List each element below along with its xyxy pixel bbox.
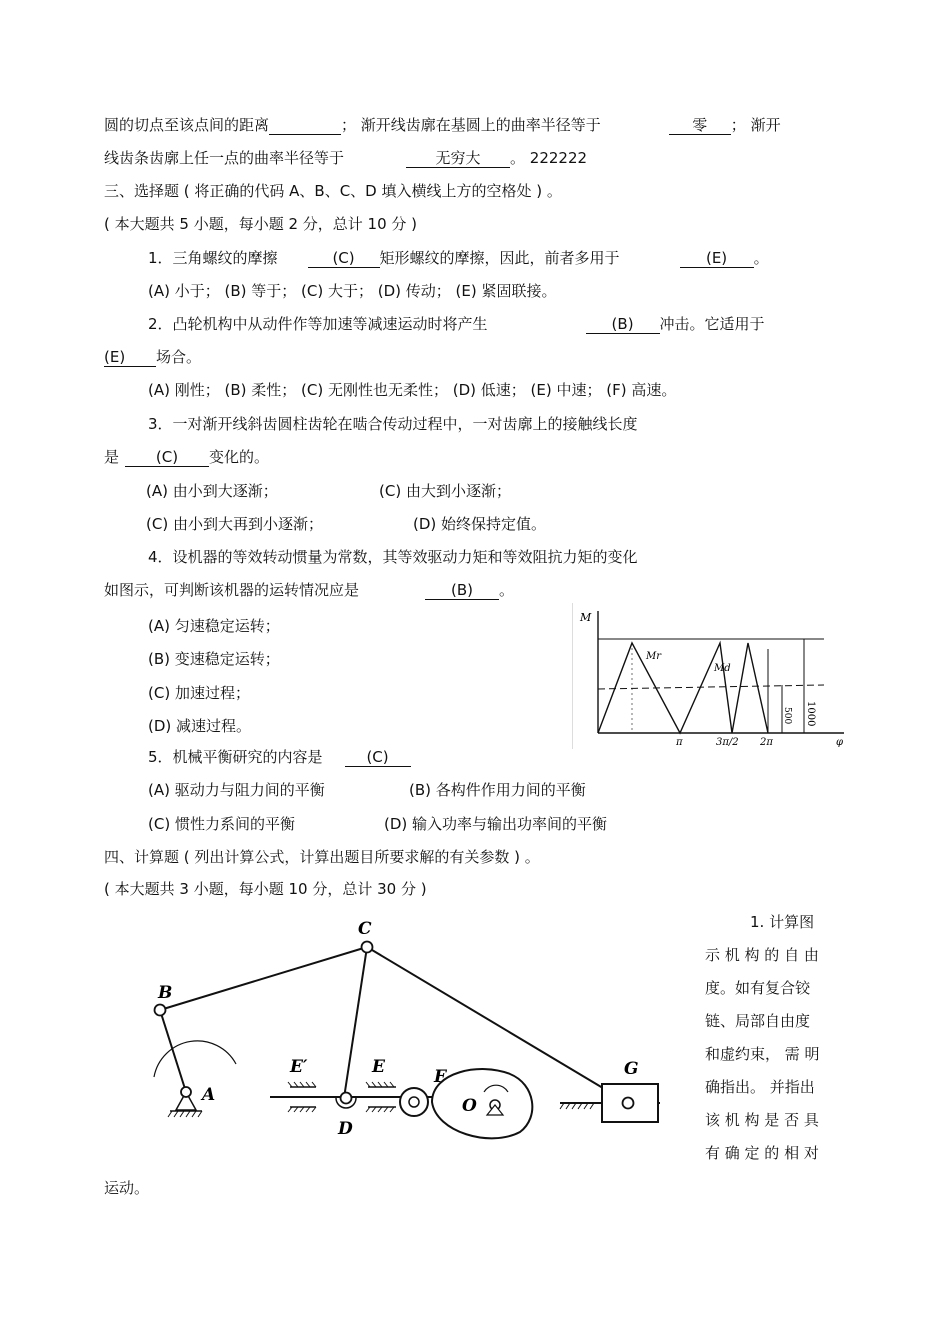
label-f: F — [434, 1067, 447, 1087]
joint-c — [362, 942, 373, 953]
q5-option-c: (C) 惯性力系间的平衡 — [148, 815, 295, 833]
mr-label: Mr — [646, 651, 662, 662]
q4-text-b: 如图示，可判断该机器的运转情况应是 — [104, 581, 360, 599]
joint-a — [181, 1087, 191, 1097]
q4-option-a: (A) 匀速稳定运转； — [148, 617, 280, 635]
q1-text-a: 1．三角螺纹的摩擦 — [148, 249, 278, 267]
q1-answer-2: (E) — [680, 249, 754, 268]
calc-q1-line-4: 链、局部自由度 — [705, 1012, 811, 1030]
q5-option-a: (A) 驱动力与阻力间的平衡 — [148, 781, 325, 799]
section4-title: 四、计算题 ( 列出计算公式，计算出题目所要求解的有关参数 ) 。 — [104, 848, 540, 866]
q4-answer: (B) — [425, 581, 499, 600]
q3-option-d: (D) 始终保持定值。 — [413, 515, 547, 533]
crank-arc — [154, 1041, 236, 1077]
value-1000-label: 1000 — [805, 701, 816, 727]
q4-option-c: (C) 加速过程； — [148, 684, 250, 702]
answer-zero: 零 — [669, 116, 731, 135]
link-bc — [160, 947, 367, 1010]
calc-q1-end: 运动。 — [104, 1179, 150, 1197]
label-b: B — [158, 983, 173, 1003]
q2-text-c: 场合。 — [156, 348, 202, 366]
q3-answer: (C) — [125, 448, 209, 467]
q4-stem-2 — [104, 580, 514, 600]
m-label: M — [580, 611, 592, 624]
prev-line-1 — [104, 115, 781, 135]
q4-text-c: 。 — [499, 581, 515, 599]
q2-options: (A) 刚性； (B) 柔性； (C) 无刚性也无柔性； (D) 低速； (E) 中速； (F) 高速。 — [148, 381, 677, 399]
q4-option-d: (D) 减速过程。 — [148, 717, 252, 735]
q2-answer-1: (B) — [586, 315, 660, 334]
label-g: G — [624, 1059, 639, 1079]
calc-q1-line-7: 该 机 构 是 否 具 — [705, 1111, 819, 1129]
q1-text-c: 。 — [753, 249, 769, 267]
q2-text-b: 冲击。它适用于 — [659, 315, 765, 333]
q2-stem-2 — [104, 347, 201, 367]
section3-note: ( 本大题共 5 小题，每小题 2 分，总计 10 分 ) — [104, 215, 418, 233]
label-c: C — [358, 919, 372, 939]
three-pi-half-label: 3π/2 — [716, 737, 739, 748]
calc-q1-line-2: 示 机 构 的 自 由 — [705, 946, 819, 964]
q1-text-b: 矩形螺纹的摩擦，因此，前者多用于 — [379, 249, 620, 267]
blank-line — [269, 116, 341, 135]
prev-text-2a: 线齿条齿廓上任一点的曲率半径等于 — [104, 149, 345, 167]
q5-text-a: 5．机械平衡研究的内容是 — [148, 748, 323, 766]
q2-answer-2: (E) — [104, 348, 156, 367]
label-e-prime: E′ — [290, 1057, 308, 1077]
q1-options: (A) 小于； (B) 等于； (C) 大于； (D) 传动； (E) 紧固联接。 — [148, 282, 557, 300]
mechanism-diagram — [140, 912, 690, 1147]
cam-o — [432, 1069, 532, 1138]
q5-option-b: (B) 各构件作用力间的平衡 — [409, 781, 586, 799]
prev-text-1b: ； 渐开线齿廓在基圆上的曲率半径等于 — [341, 116, 601, 134]
section3-title: 三、选择题 ( 将正确的代码 A、B、C、D 填入横线上方的空格处 ) 。 — [104, 182, 562, 200]
calc-q1-line-3: 度。如有复合铰 — [705, 979, 811, 997]
calc-q1-line-1: 1. 计算图 — [750, 913, 815, 931]
q4-option-b: (B) 变速稳定运转； — [148, 650, 280, 668]
label-d: D — [338, 1119, 353, 1139]
label-o: O — [462, 1096, 477, 1116]
link-cd — [344, 947, 367, 1098]
moment-diagram — [572, 603, 854, 751]
joint-g — [623, 1098, 634, 1109]
hatch-a — [168, 1111, 202, 1117]
q3-option-a: (A) 由小到大逐渐； — [146, 482, 278, 500]
two-pi-label: 2π — [760, 737, 773, 748]
q3-stem-2 — [104, 447, 269, 467]
prev-line-2 — [104, 148, 587, 168]
joint-d — [341, 1093, 352, 1104]
prev-text-1a: 圆的切点至该点间的距离 — [104, 116, 270, 134]
answer-infinity: 无穷大 — [406, 149, 510, 168]
md-label: Md — [714, 663, 731, 674]
q3-option-c: (C) 由小到大再到小逐渐； — [146, 515, 323, 533]
joint-b — [155, 1005, 166, 1016]
q5-stem — [148, 747, 411, 767]
q3-text-c: 变化的。 — [209, 448, 270, 466]
q1-stem — [148, 248, 769, 268]
pi-tick-label: π — [676, 737, 683, 748]
q3-option-c-first: (C) 由大到小逐渐； — [379, 482, 511, 500]
calc-q1-line-8: 有 确 定 的 相 对 — [705, 1144, 819, 1162]
calc-q1-line-5: 和虚约束， 需 明 — [705, 1045, 820, 1063]
q1-answer-1: (C) — [308, 249, 380, 268]
prev-text-2c: 。 222222 — [510, 149, 588, 167]
label-e: E — [372, 1057, 385, 1077]
q2-stem — [148, 314, 765, 334]
section4-note: ( 本大题共 3 小题，每小题 10 分，总计 30 分 ) — [104, 880, 427, 898]
q4-stem: 4．设机器的等效转动惯量为常数，其等效驱动力矩和等效阻抗力矩的变化 — [148, 548, 638, 566]
value-500-label: 500 — [782, 707, 792, 725]
phi-label: φ — [836, 737, 844, 748]
q3-text-b: 是 — [104, 448, 120, 466]
q2-text-a: 2．凸轮机构中从动件作等加速等减速运动时将产生 — [148, 315, 488, 333]
q5-option-d: (D) 输入功率与输出功率间的平衡 — [384, 815, 608, 833]
link-ab — [160, 1010, 186, 1092]
q5-answer: (C) — [345, 748, 411, 767]
md-curve — [598, 643, 768, 733]
calc-q1-line-6: 确指出。 并指出 — [705, 1078, 815, 1096]
roller-f-pin — [409, 1097, 419, 1107]
prev-text-1d: ； 渐开 — [730, 116, 781, 134]
q3-stem: 3．一对渐开线斜齿圆柱齿轮在啮合传动过程中，一对齿廓上的接触线长度 — [148, 415, 638, 433]
label-a: A — [202, 1085, 216, 1105]
